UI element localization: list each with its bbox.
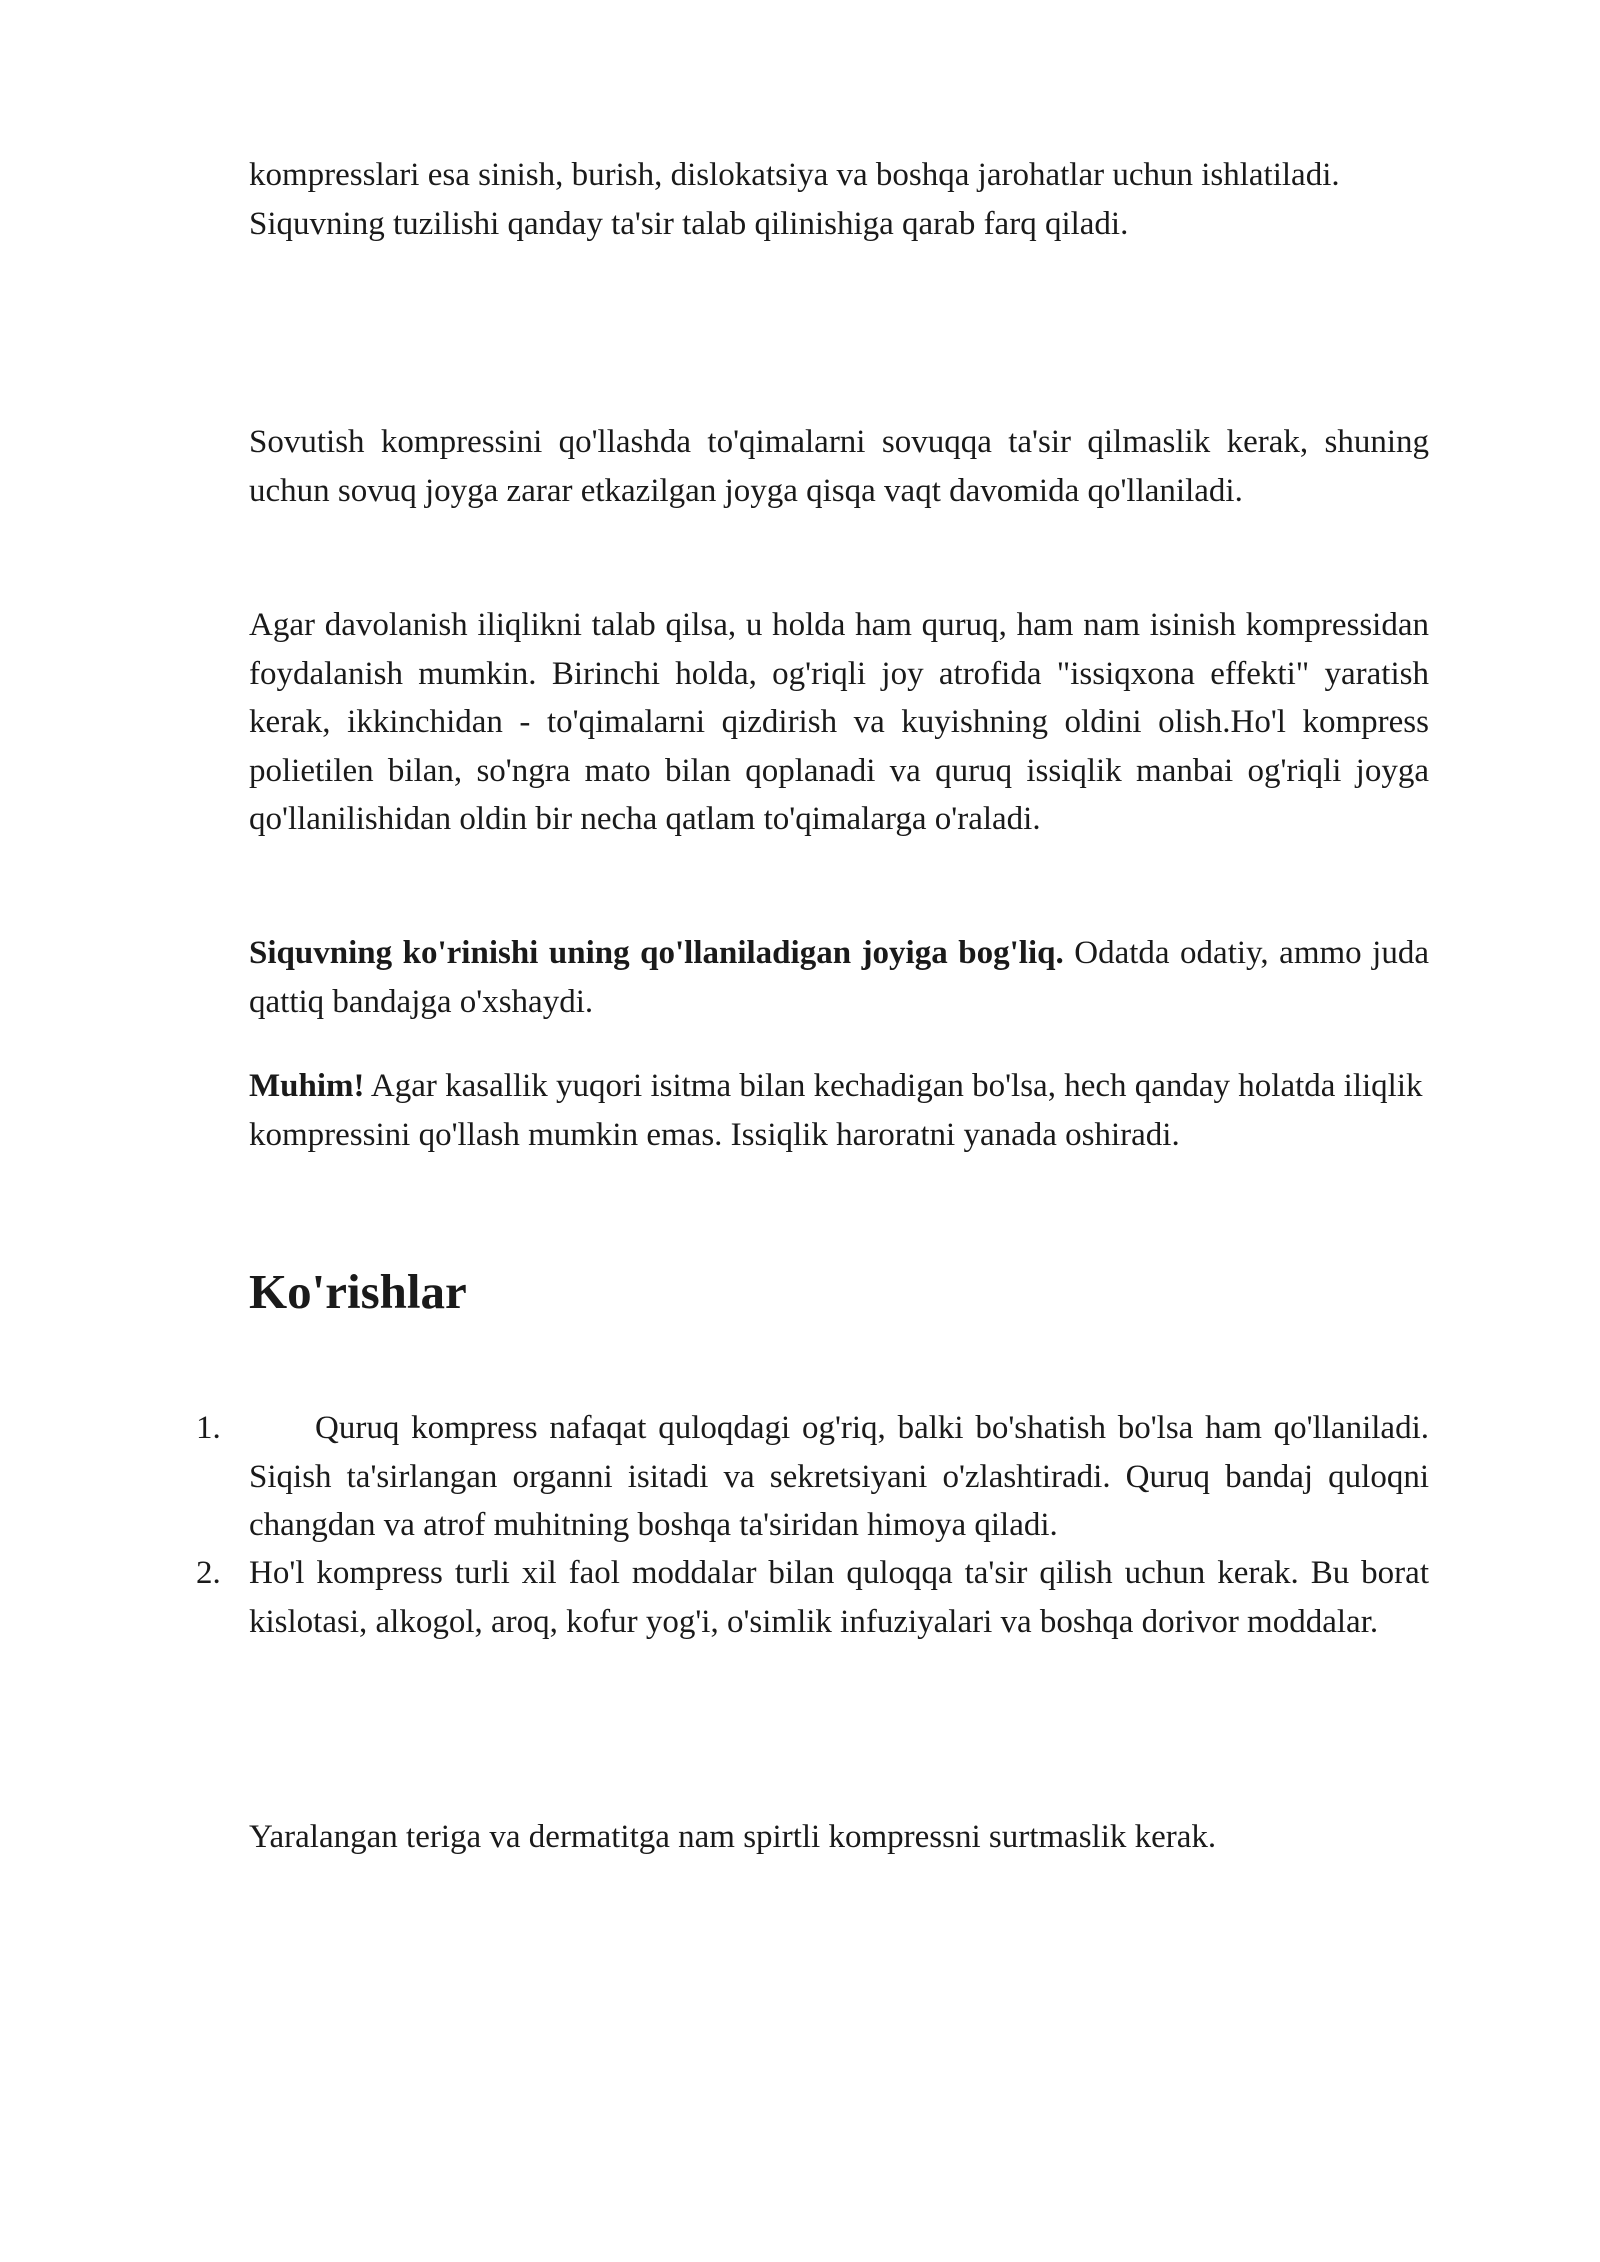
- paragraph-appearance: [249, 929, 1429, 1026]
- list-item-text: Quruq kompress nafaqat quloqdagi og'riq, balki bo'shatish bo'lsa ham qo'llaniladi. Siqish ta'sirlangan organni isitadi va sekretsiyani o'zlashtiradi. Quruq bandaj quloqni changdan va atrof muhitning boshqa ta'siridan himoya qiladi.: [249, 1410, 1429, 1543]
- paragraph-cooling: Sovutish kompressini qo'llashda to'qimalarni sovuqqa ta'sir qilmaslik kerak, shuning uchun sovuq joyga zarar etkazilgan joyga qisqa vaqt davomida qo'llaniladi.: [249, 424, 1429, 509]
- important-label: Muhim!: [249, 1068, 365, 1104]
- paragraph-appearance-rest: Odatda odatiy, ammo juda qattiq bandajga o'xshaydi.: [249, 935, 1430, 1020]
- list-item-number: 2.: [196, 1555, 221, 1591]
- paragraph-important: [249, 1062, 1429, 1159]
- paragraph-warming: Agar davolanish iliqlikni talab qilsa, u holda ham quruq, ham nam isinish kompressidan foydalanish mumkin. Birinchi holda, og'riqli joy atrofida "issiqxona effekti" yaratish kerak, ikkinchidan - to'qimalarni qizdirish va kuyishning oldini olish.Ho'l kompress polietilen bilan, so'ngra mato bilan qoplanadi va quruq issiqlik manbai og'riqli joyga qo'llanilishidan oldin bir necha qatlam to'qimalarga o'raladi.: [249, 607, 1429, 837]
- paragraph-important-rest: Agar kasallik yuqori isitma bilan kechadigan bo'lsa, hech qanday holatda iliqlik kompressini qo'llash mumkin emas. Issiqlik haroratni yanada oshiradi.: [249, 1068, 1423, 1153]
- paragraph-final: Yaralangan teriga va dermatitga nam spirtli kompressni surtmaslik kerak.: [249, 1819, 1217, 1855]
- paragraph-intro: kompresslari esa sinish, burish, dislokatsiya va boshqa jarohatlar uchun ishlatiladi. Siquvning tuzilishi qanday ta'sir talab qilinishiga qarab farq qiladi.: [249, 157, 1340, 242]
- section-heading: Ko'rishlar: [249, 1264, 467, 1319]
- paragraph-appearance-bold: Siquvning ko'rinishi uning qo'llaniladigan joyiga bog'liq.: [249, 935, 1064, 971]
- list-item-text: Ho'l kompress turli xil faol moddalar bilan quloqqa ta'sir qilish uchun kerak. Bu borat kislotasi, alkogol, aroq, kofur yog'i, o'simlik infuziyalari va boshqa dorivor moddalar.: [249, 1555, 1429, 1640]
- list-item-number: 1.: [196, 1410, 221, 1446]
- list-item: [196, 1404, 1429, 1550]
- list-item: [196, 1549, 1429, 1646]
